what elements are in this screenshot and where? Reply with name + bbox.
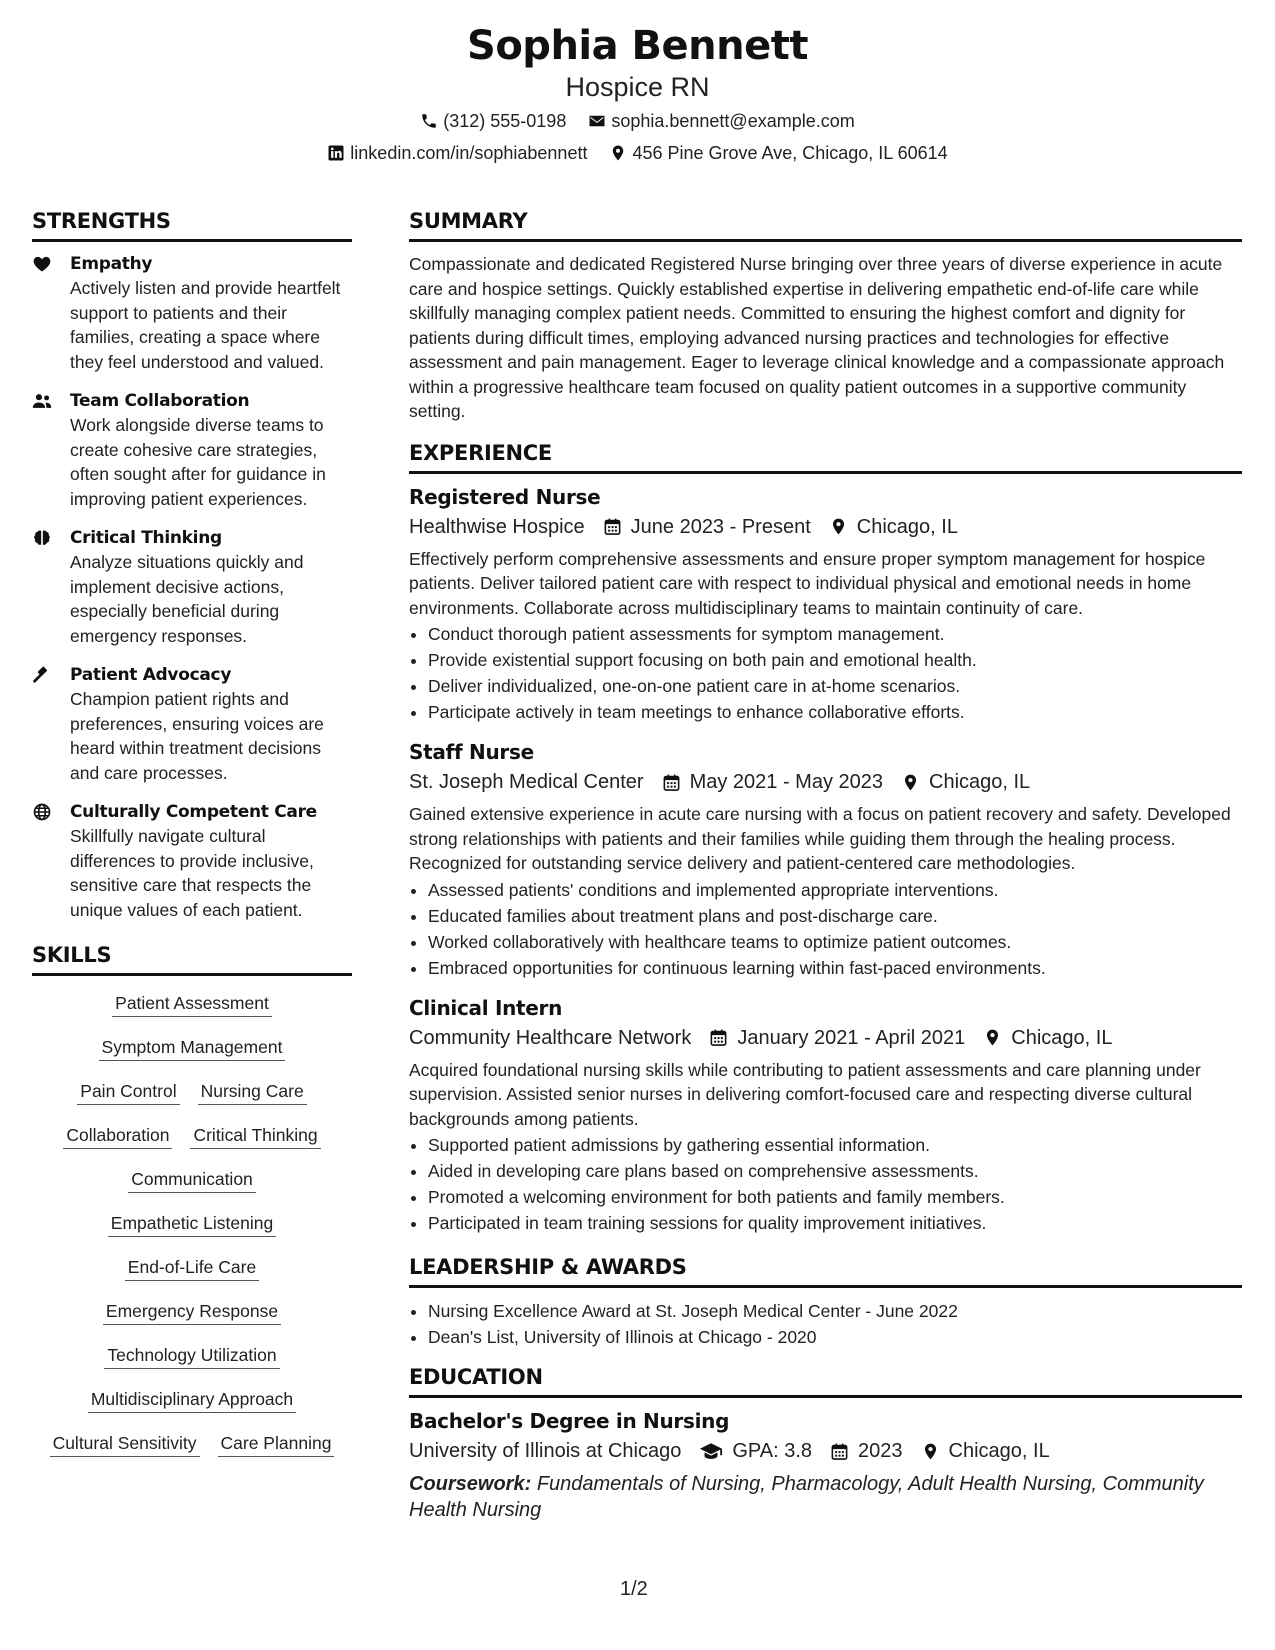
strength-item	[32, 526, 352, 648]
education-location-text: Chicago, IL	[948, 1440, 1050, 1462]
skill-row	[32, 1256, 352, 1281]
graduation-cap-icon	[699, 1442, 723, 1461]
skill-tag: Symptom Management	[99, 1036, 286, 1061]
strength-desc: Analyze situations quickly and implement decisive actions, especially beneficial during emergency responses.	[70, 552, 304, 646]
map-pin-icon	[829, 517, 848, 536]
job-title: Registered Nurse	[409, 484, 601, 509]
gpa-text: GPA: 3.8	[732, 1440, 813, 1462]
map-pin-icon	[901, 773, 920, 792]
job-meta	[409, 513, 1242, 541]
award-item: • Dean's List, University of Illinois at Chicago - 2020	[428, 1324, 1242, 1350]
strength-body	[70, 252, 352, 374]
job-org: Healthwise Hospice	[409, 515, 585, 538]
address-item	[609, 142, 947, 164]
education-entry	[409, 1408, 1242, 1523]
job-entry	[409, 995, 1242, 1237]
skill-row	[32, 1080, 352, 1105]
globe-icon	[32, 802, 52, 822]
summary-heading: SUMMARY	[409, 208, 1242, 242]
job-location: Chicago, IL	[856, 515, 958, 538]
job-bullet: • Promoted a welcoming environment for both patients and family members.	[428, 1184, 1242, 1210]
skill-row	[32, 1388, 352, 1413]
left-column	[32, 208, 352, 1476]
skills-list	[32, 986, 352, 1457]
skill-row	[32, 1036, 352, 1061]
phone-text: (312) 555-0198	[443, 111, 567, 131]
phone-icon	[420, 112, 438, 130]
job-bullet: • Supported patient admissions by gathering essential information.	[428, 1132, 1242, 1158]
gpa-item	[699, 1437, 812, 1465]
skill-row	[32, 1432, 352, 1457]
education-meta	[409, 1437, 1242, 1465]
candidate-name: Sophia Bennett	[467, 23, 808, 69]
job-bullet: • Conduct thorough patient assessments for symptom management.	[428, 621, 1242, 647]
summary-text: Compassionate and dedicated Registered Nurse bringing over three years of diverse experience in acute care and hospice settings. Quickly established expertise in delivering empathetic end-of-life care while skillfully managing complex patient needs. Committed to ensuring the highest comfort and dignity for patients during difficult times, employing advanced nursing practices and technologies for effective assessment and pain management. Eager to leverage clinical knowledge and a compassionate approach within a progressive healthcare team focused on quality patient outcomes in a supportive community setting.	[409, 254, 1225, 421]
job-location-item	[983, 1024, 1112, 1052]
strengths-list	[32, 252, 352, 922]
strength-icon-wrap	[32, 526, 70, 648]
experience-heading: EXPERIENCE	[409, 440, 1242, 474]
skill-tag: Nursing Care	[198, 1080, 307, 1105]
job-bullet: • Provide existential support focusing on both pain and emotional health.	[428, 647, 1242, 673]
skill-row	[32, 1300, 352, 1325]
experience-list	[409, 484, 1242, 1237]
strength-body	[70, 526, 352, 648]
contact-line-2	[0, 142, 1275, 164]
calendar-icon	[603, 517, 622, 536]
calendar-icon	[830, 1442, 849, 1461]
map-pin-icon	[921, 1442, 940, 1461]
gavel-icon	[32, 665, 52, 685]
linkedin-text: linkedin.com/in/sophiabennett	[350, 143, 588, 163]
job-org: St. Joseph Medical Center	[409, 771, 644, 793]
school-name: University of Illinois at Chicago	[409, 1440, 682, 1462]
job-dates-item	[603, 513, 811, 541]
strength-item	[32, 800, 352, 922]
job-meta	[409, 768, 1242, 796]
phone-item	[420, 110, 566, 132]
strength-name: Culturally Competent Care	[70, 802, 317, 822]
education-heading: EDUCATION	[409, 1364, 1242, 1398]
job-entry	[409, 484, 1242, 726]
strength-item	[32, 389, 352, 511]
skill-tag: Empathetic Listening	[108, 1212, 276, 1237]
awards-heading: LEADERSHIP & AWARDS	[409, 1254, 1242, 1288]
skill-tag: End-of-Life Care	[125, 1256, 259, 1281]
users-icon	[32, 391, 52, 411]
contact-line-1	[0, 110, 1275, 132]
education-location-item	[921, 1437, 1050, 1465]
job-entry	[409, 739, 1242, 981]
grad-year-item	[830, 1437, 903, 1465]
job-dates-item	[709, 1024, 965, 1052]
strength-item	[32, 252, 352, 374]
resume-header	[0, 22, 1275, 164]
job-bullet: • Aided in developing care plans based on comprehensive assessments.	[428, 1158, 1242, 1184]
award-item: • Nursing Excellence Award at St. Joseph Medical Center - June 2022	[428, 1298, 1242, 1324]
envelope-icon	[588, 112, 606, 130]
skill-tag: Emergency Response	[103, 1300, 281, 1325]
job-description: Gained extensive experience in acute care nursing with a focus on patient recovery and safety. Developed strong relationships with patients and their families while guiding them through the healing process. Recognized for outstanding service delivery and patient-centered care methodologies.	[409, 804, 1231, 873]
skill-tag: Cultural Sensitivity	[50, 1432, 200, 1457]
skill-row	[32, 1212, 352, 1237]
job-dates: January 2021 - April 2021	[737, 1026, 966, 1049]
coursework-label: Coursework:	[409, 1473, 532, 1495]
skill-row	[32, 992, 352, 1017]
job-title: Clinical Intern	[409, 995, 563, 1020]
job-location: Chicago, IL	[1011, 1026, 1113, 1049]
job-bullets	[409, 877, 1242, 981]
job-bullet: • Embraced opportunities for continuous learning within fast-paced environments.	[428, 955, 1242, 981]
skill-tag: Technology Utilization	[104, 1344, 279, 1369]
skill-tag: Pain Control	[77, 1080, 179, 1105]
strength-desc: Work alongside diverse teams to create cohesive care strategies, often sought after for guidance in improving patient experiences.	[70, 415, 326, 509]
job-dates: June 2023 - Present	[630, 515, 811, 538]
skill-row	[32, 1168, 352, 1193]
job-meta	[409, 1024, 1242, 1052]
job-bullets	[409, 1132, 1242, 1236]
email-text: sophia.bennett@example.com	[611, 111, 855, 131]
calendar-icon	[662, 773, 681, 792]
skill-row	[32, 1344, 352, 1369]
awards-list	[409, 1298, 1242, 1350]
strength-icon-wrap	[32, 663, 70, 785]
page-number: 1/2	[620, 1578, 648, 1600]
job-description: Acquired foundational nursing skills while contributing to patient assessments and care planning under supervision. Assisted senior nurses in delivering comfort-focused care and respecting diverse cultural backgrounds among patients.	[409, 1059, 1201, 1129]
strength-desc: Skillfully navigate cultural differences to provide inclusive, sensitive care that respects the unique values of each patient.	[70, 826, 314, 920]
job-dates: May 2021 - May 2023	[689, 771, 883, 793]
address-text: 456 Pine Grove Ave, Chicago, IL 60614	[632, 143, 948, 163]
strength-name: Empathy	[70, 254, 153, 274]
heart-icon	[32, 254, 52, 274]
coursework	[409, 1471, 1242, 1523]
strength-icon-wrap	[32, 252, 70, 374]
job-bullet: • Deliver individualized, one-on-one patient care in at-home scenarios.	[428, 673, 1242, 699]
job-bullet: • Participated in team training sessions for quality improvement initiatives.	[428, 1210, 1242, 1236]
strength-name: Team Collaboration	[70, 391, 250, 411]
right-column	[409, 208, 1242, 1523]
skill-row	[32, 1124, 352, 1149]
job-dates-item	[662, 768, 883, 796]
job-bullet: • Worked collaboratively with healthcare teams to optimize patient outcomes.	[428, 929, 1242, 955]
job-bullet: • Assessed patients' conditions and implemented appropriate interventions.	[428, 877, 1242, 903]
job-bullets	[409, 621, 1242, 725]
strength-icon-wrap	[32, 389, 70, 511]
brain-icon	[32, 528, 52, 548]
grad-year-text: 2023	[858, 1440, 903, 1462]
skill-tag: Communication	[128, 1168, 256, 1193]
linkedin-icon	[327, 144, 345, 162]
map-pin-icon	[983, 1028, 1002, 1047]
job-bullet: • Educated families about treatment plans and post-discharge care.	[428, 903, 1242, 929]
job-location-item	[829, 513, 958, 541]
strengths-heading: STRENGTHS	[32, 208, 352, 242]
strength-icon-wrap	[32, 800, 70, 922]
skill-tag: Collaboration	[63, 1124, 172, 1149]
calendar-icon	[709, 1028, 728, 1047]
strength-name: Critical Thinking	[70, 528, 222, 548]
strength-name: Patient Advocacy	[70, 665, 232, 685]
job-location: Chicago, IL	[929, 771, 1031, 793]
coursework-text: Fundamentals of Nursing, Pharmacology, Adult Health Nursing, Community Health Nursing	[409, 1473, 1204, 1521]
candidate-title: Hospice RN	[565, 72, 710, 102]
strength-body	[70, 800, 352, 922]
strength-body	[70, 389, 352, 511]
strength-body	[70, 663, 352, 785]
degree-title: Bachelor's Degree in Nursing	[409, 1409, 730, 1433]
job-description: Effectively perform comprehensive assessments and ensure proper symptom management for hospice patients. Deliver tailored patient care with respect to individual physical and emotional needs in home environments. Collaborate across multidisciplinary teams to maintain continuity of care.	[409, 548, 1206, 618]
job-title: Staff Nurse	[409, 740, 534, 764]
skill-tag: Multidisciplinary Approach	[88, 1388, 296, 1413]
map-pin-icon	[609, 144, 627, 162]
email-item[interactable]	[588, 110, 854, 132]
strength-desc: Actively listen and provide heartfelt support to patients and their families, creating a space where they feel understood and valued.	[70, 278, 341, 372]
job-bullet: • Participate actively in team meetings to enhance collaborative efforts.	[428, 699, 1242, 725]
skill-tag: Care Planning	[218, 1432, 335, 1457]
job-location-item	[901, 768, 1030, 796]
skill-tag: Patient Assessment	[112, 992, 272, 1017]
skill-tag: Critical Thinking	[190, 1124, 320, 1149]
job-org: Community Healthcare Network	[409, 1026, 692, 1049]
strength-item	[32, 663, 352, 785]
skills-heading: SKILLS	[32, 942, 352, 976]
linkedin-item[interactable]	[327, 142, 587, 164]
strength-desc: Champion patient rights and preferences, ensuring voices are heard within treatment decisions and care processes.	[70, 689, 324, 783]
